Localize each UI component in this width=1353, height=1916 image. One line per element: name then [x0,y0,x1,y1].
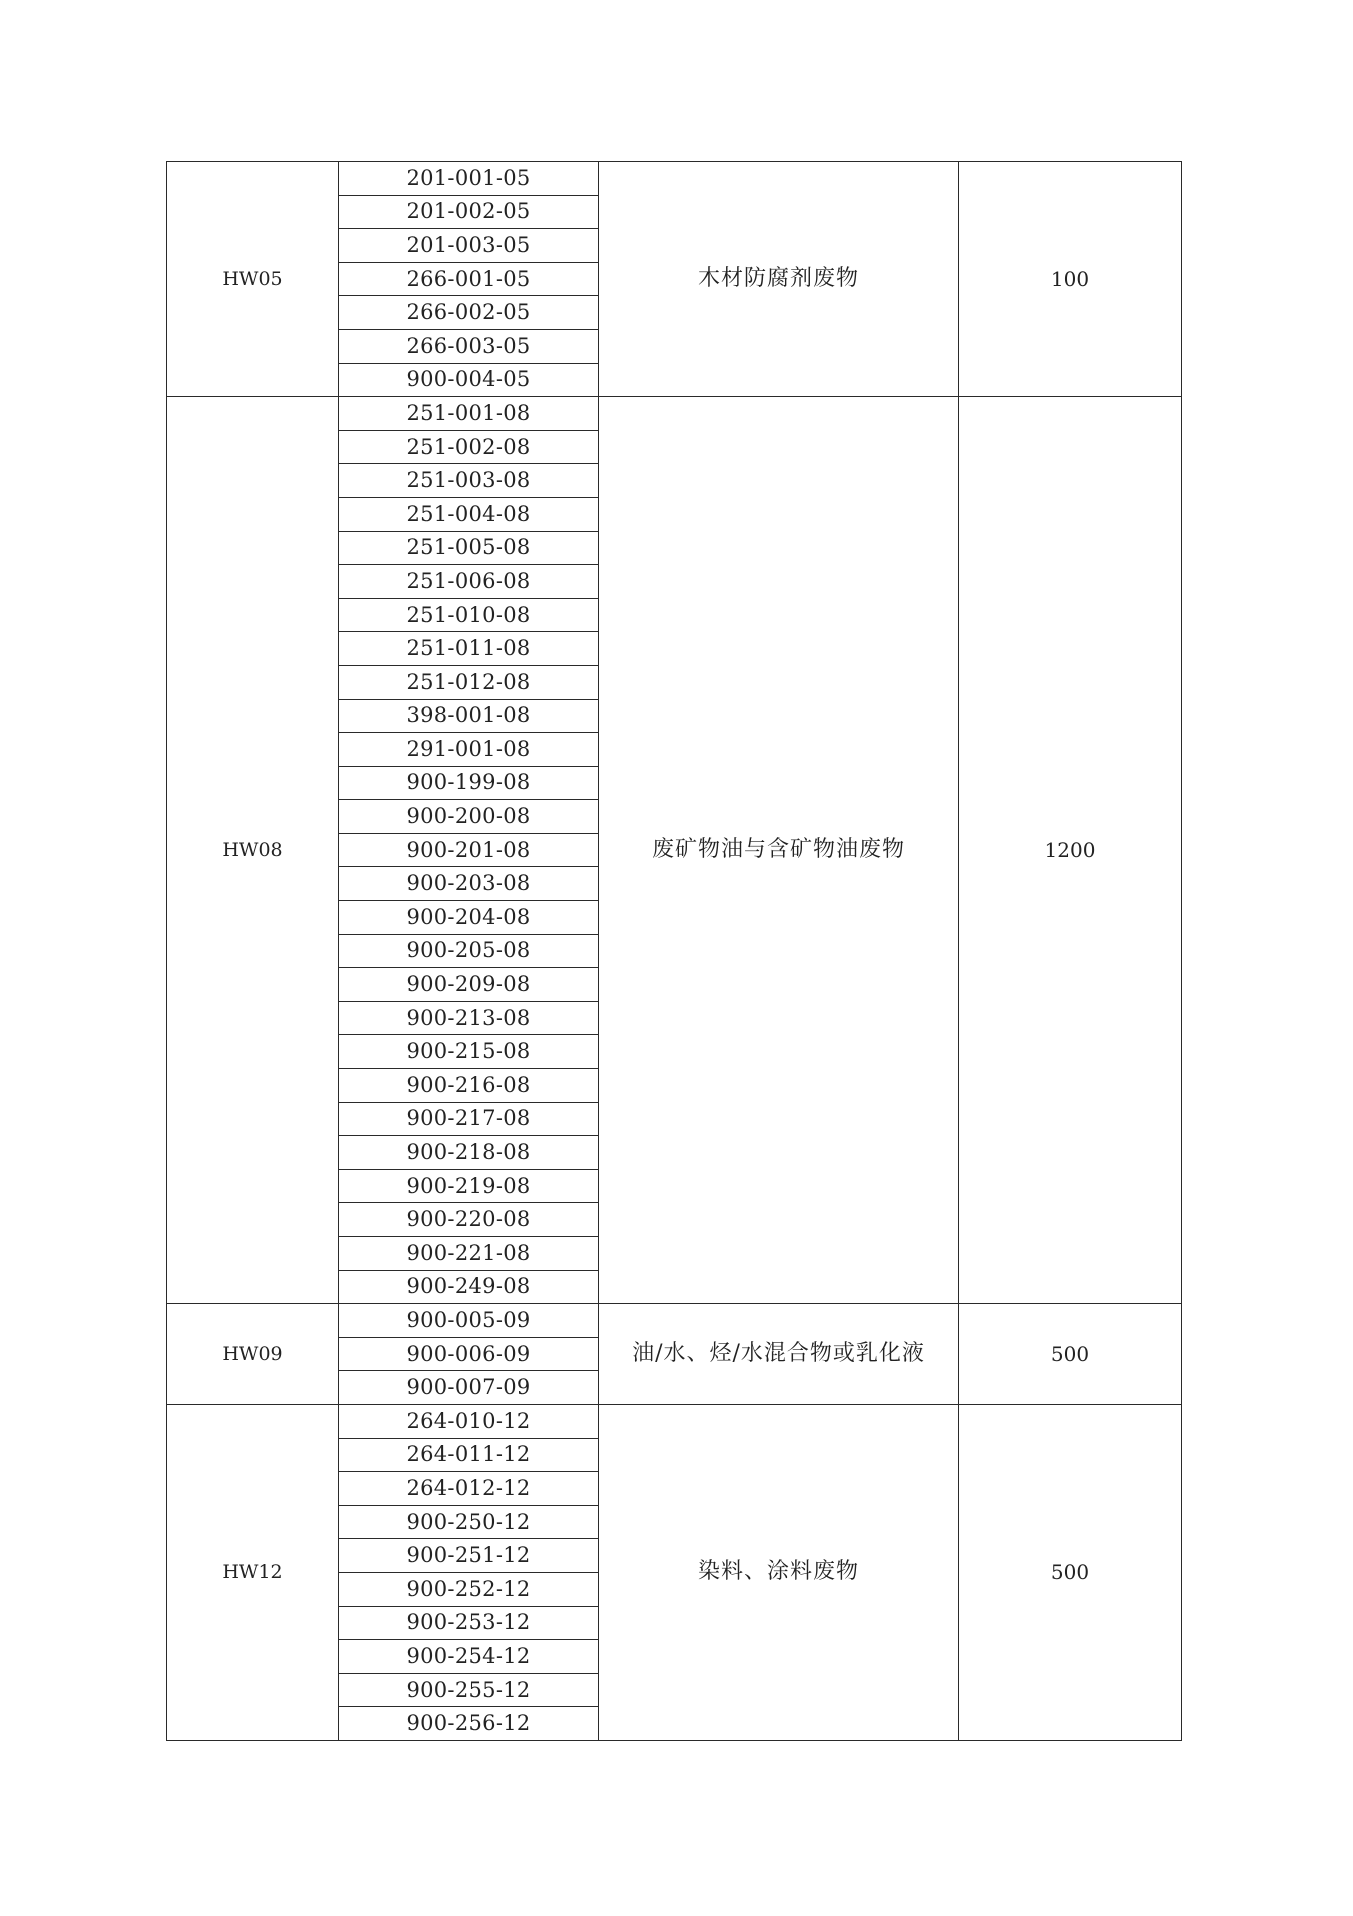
waste-code-cell: 900-221-08 [339,1237,599,1271]
waste-code-cell: 900-215-08 [339,1035,599,1069]
waste-code-cell: 251-011-08 [339,632,599,666]
waste-code-cell: 900-254-12 [339,1640,599,1674]
waste-code-cell: 266-001-05 [339,262,599,296]
waste-code-cell: 201-003-05 [339,229,599,263]
waste-name-cell: 木材防腐剂废物 [599,162,959,397]
waste-category-cell: HW05 [167,162,339,397]
waste-code-cell: 264-011-12 [339,1438,599,1472]
waste-code-cell: 251-010-08 [339,598,599,632]
waste-code-cell: 900-204-08 [339,901,599,935]
table-body [167,162,1182,1741]
waste-code-cell: 900-006-09 [339,1337,599,1371]
waste-quantity-cell: 500 [959,1404,1182,1740]
waste-code-cell: 266-002-05 [339,296,599,330]
waste-code-cell: 900-203-08 [339,867,599,901]
waste-category-cell: HW12 [167,1404,339,1740]
waste-code-cell: 900-219-08 [339,1169,599,1203]
waste-code-cell: 900-217-08 [339,1102,599,1136]
waste-code-cell: 900-007-09 [339,1371,599,1405]
waste-quantity-cell: 1200 [959,397,1182,1304]
waste-code-cell: 900-200-08 [339,800,599,834]
waste-code-cell: 251-005-08 [339,531,599,565]
waste-category-cell: HW08 [167,397,339,1304]
waste-code-cell: 291-001-08 [339,733,599,767]
waste-code-cell: 251-002-08 [339,430,599,464]
waste-code-cell: 900-220-08 [339,1203,599,1237]
waste-code-cell: 251-001-08 [339,397,599,431]
waste-quantity-cell: 500 [959,1304,1182,1405]
waste-table [166,161,1182,1741]
waste-code-cell: 900-255-12 [339,1673,599,1707]
waste-name-cell: 染料、涂料废物 [599,1404,959,1740]
table-row [167,397,1182,431]
waste-code-cell: 900-201-08 [339,833,599,867]
waste-code-cell: 900-251-12 [339,1539,599,1573]
waste-code-cell: 398-001-08 [339,699,599,733]
waste-code-cell: 900-253-12 [339,1606,599,1640]
waste-code-cell: 900-249-08 [339,1270,599,1304]
waste-code-cell: 251-003-08 [339,464,599,498]
waste-code-cell: 201-001-05 [339,162,599,196]
table-row [167,1304,1182,1338]
waste-code-cell: 264-010-12 [339,1404,599,1438]
waste-code-cell: 900-209-08 [339,968,599,1002]
waste-code-cell: 900-205-08 [339,934,599,968]
waste-code-cell: 251-006-08 [339,565,599,599]
waste-code-cell: 900-250-12 [339,1505,599,1539]
waste-code-cell: 900-005-09 [339,1304,599,1338]
waste-quantity-cell: 100 [959,162,1182,397]
waste-code-cell: 266-003-05 [339,329,599,363]
waste-code-cell: 201-002-05 [339,195,599,229]
waste-code-cell: 900-199-08 [339,766,599,800]
table-row [167,162,1182,196]
waste-code-cell: 900-252-12 [339,1572,599,1606]
waste-code-cell: 251-004-08 [339,497,599,531]
waste-name-cell: 废矿物油与含矿物油废物 [599,397,959,1304]
waste-name-cell: 油/水、烃/水混合物或乳化液 [599,1304,959,1405]
waste-category-cell: HW09 [167,1304,339,1405]
waste-code-cell: 251-012-08 [339,665,599,699]
waste-code-cell: 900-213-08 [339,1001,599,1035]
waste-code-cell: 900-216-08 [339,1069,599,1103]
waste-code-cell: 900-218-08 [339,1136,599,1170]
waste-code-cell: 264-012-12 [339,1472,599,1506]
table-row [167,1404,1182,1438]
waste-code-cell: 900-256-12 [339,1707,599,1741]
waste-code-cell: 900-004-05 [339,363,599,397]
